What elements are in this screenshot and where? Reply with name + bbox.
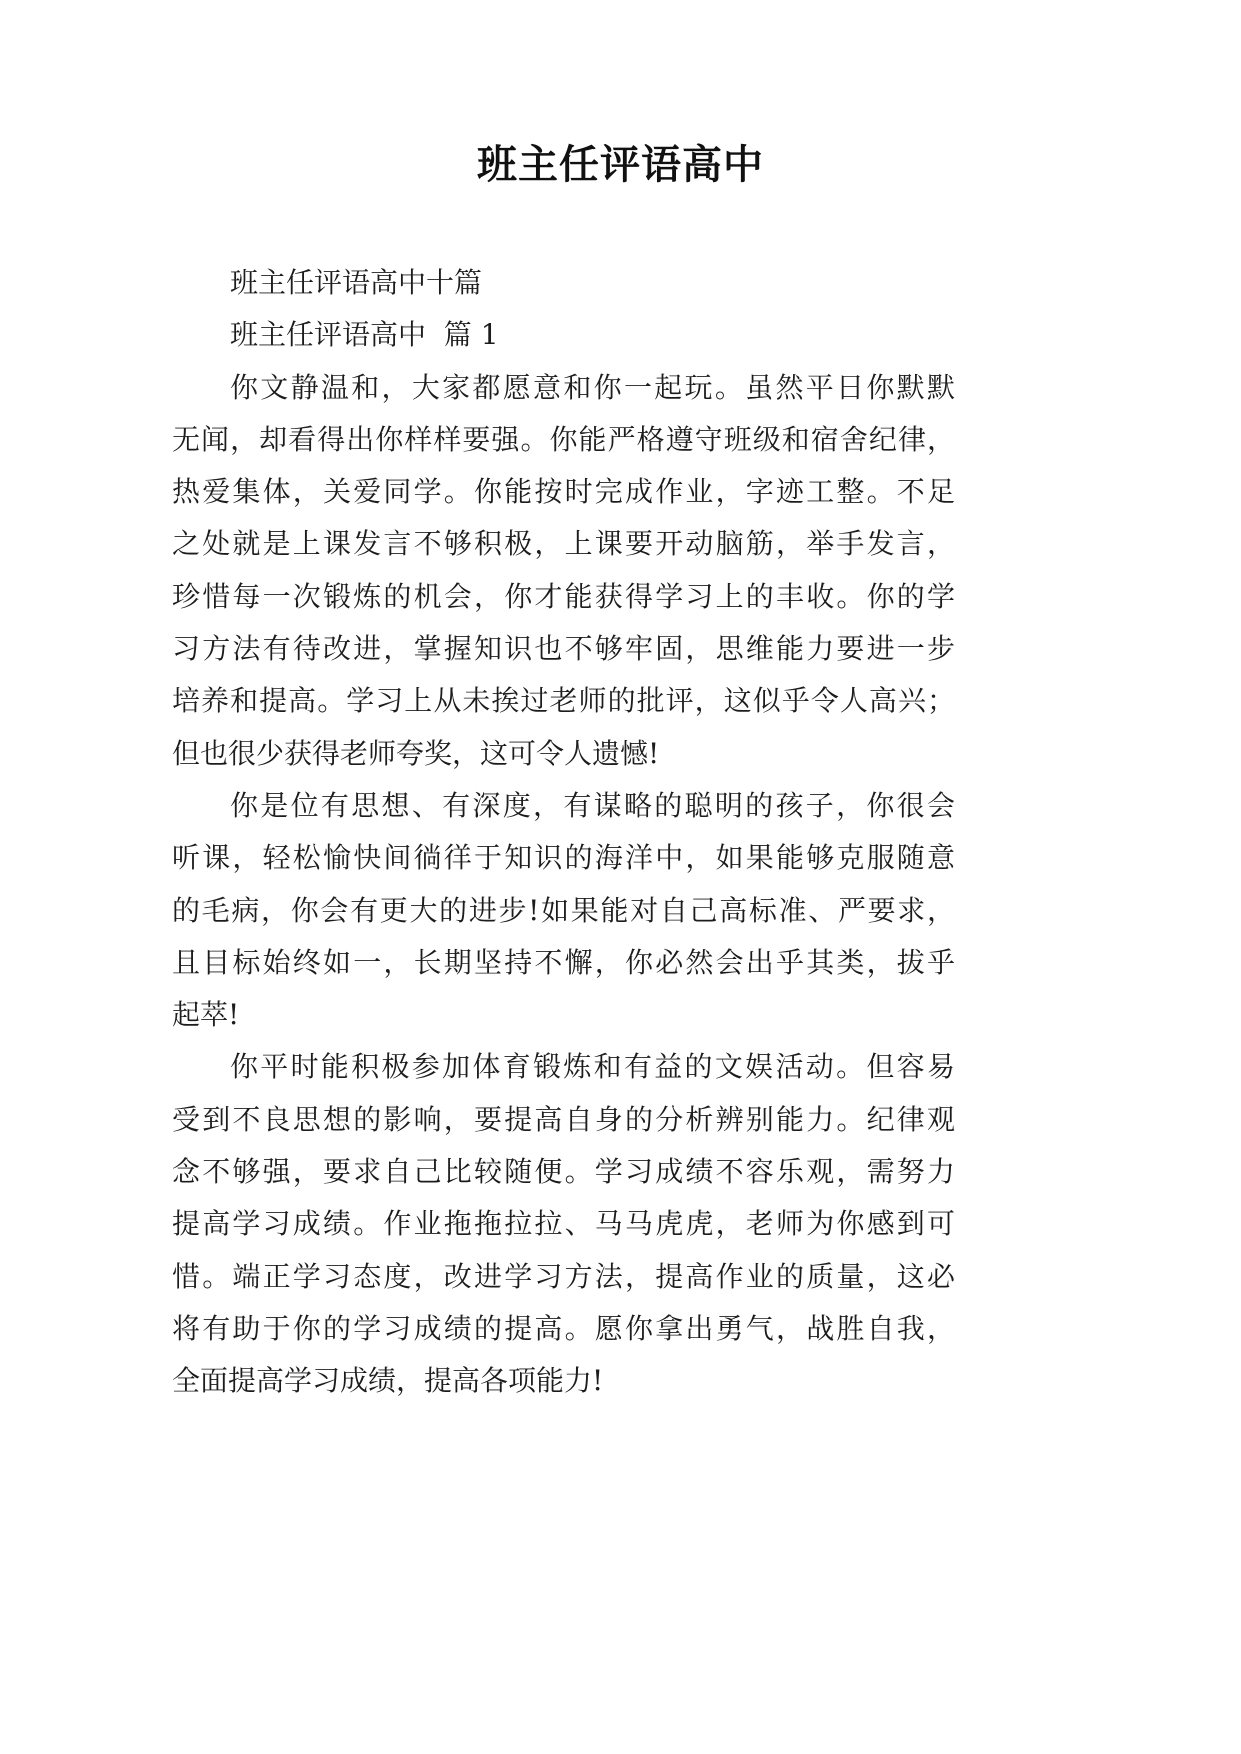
paragraph-line: 惜。端正学习态度，改进学习方法，提高作业的质量，这必 [172,1259,955,1293]
paragraph-line: 你平时能积极参加体育锻炼和有益的文娱活动。但容易 [230,1050,955,1084]
paragraph-line: 热爱集体，关爱同学。你能按时完成作业，字迹工整。不足 [172,475,955,509]
paragraph-line: 但也很少获得老师夸奖，这可令人遗憾! [172,736,660,770]
paragraph-3 [172,1041,955,1407]
paragraph-line: 听课，轻松愉快间徜徉于知识的海洋中，如果能够克服随意 [172,841,955,875]
section-title: 班主任评语高中 篇 1 [230,318,499,352]
page-title: 班主任评语高中 [477,141,764,188]
paragraph-line: 且目标始终如一，长期坚持不懈，你必然会出乎其类，拔乎 [172,945,955,979]
document-body [172,257,955,1408]
paragraph-2 [172,780,955,1041]
paragraph-1 [172,362,955,780]
paragraph-line: 受到不良思想的影响，要提高自身的分析辨别能力。纪律观 [172,1102,955,1136]
paragraph-line: 提高学习成绩。作业拖拖拉拉、马马虎虎，老师为你感到可 [172,1207,955,1241]
paragraph-line: 起萃! [172,998,240,1032]
paragraph-line: 之处就是上课发言不够积极，上课要开动脑筋，举手发言， [172,527,955,561]
paragraph-line: 珍惜每一次锻炼的机会，你才能获得学习上的丰收。你的学 [172,579,955,613]
paragraph-line: 你是位有思想、有深度，有谋略的聪明的孩子，你很会 [230,788,955,822]
paragraph-line: 你文静温和，大家都愿意和你一起玩。虽然平日你默默 [230,370,955,404]
paragraph-line: 培养和提高。学习上从未挨过老师的批评，这似乎令人高兴； [172,684,955,718]
paragraph-line: 习方法有待改进，掌握知识也不够牢固，思维能力要进一步 [172,632,955,666]
paragraph-line: 的毛病，你会有更大的进步!如果能对自己高标准、严要求， [172,893,955,927]
paragraph-line: 全面提高学习成绩，提高各项能力! [172,1364,604,1398]
paragraph-line: 无闻，却看得出你样样要强。你能严格遵守班级和宿舍纪律， [172,422,955,456]
collection-title: 班主任评语高中十篇 [230,266,483,299]
paragraph-line: 念不够强，要求自己比较随便。学习成绩不容乐观，需努力 [172,1155,955,1189]
paragraph-line: 将有助于你的学习成绩的提高。愿你拿出勇气，战胜自我， [172,1311,955,1345]
